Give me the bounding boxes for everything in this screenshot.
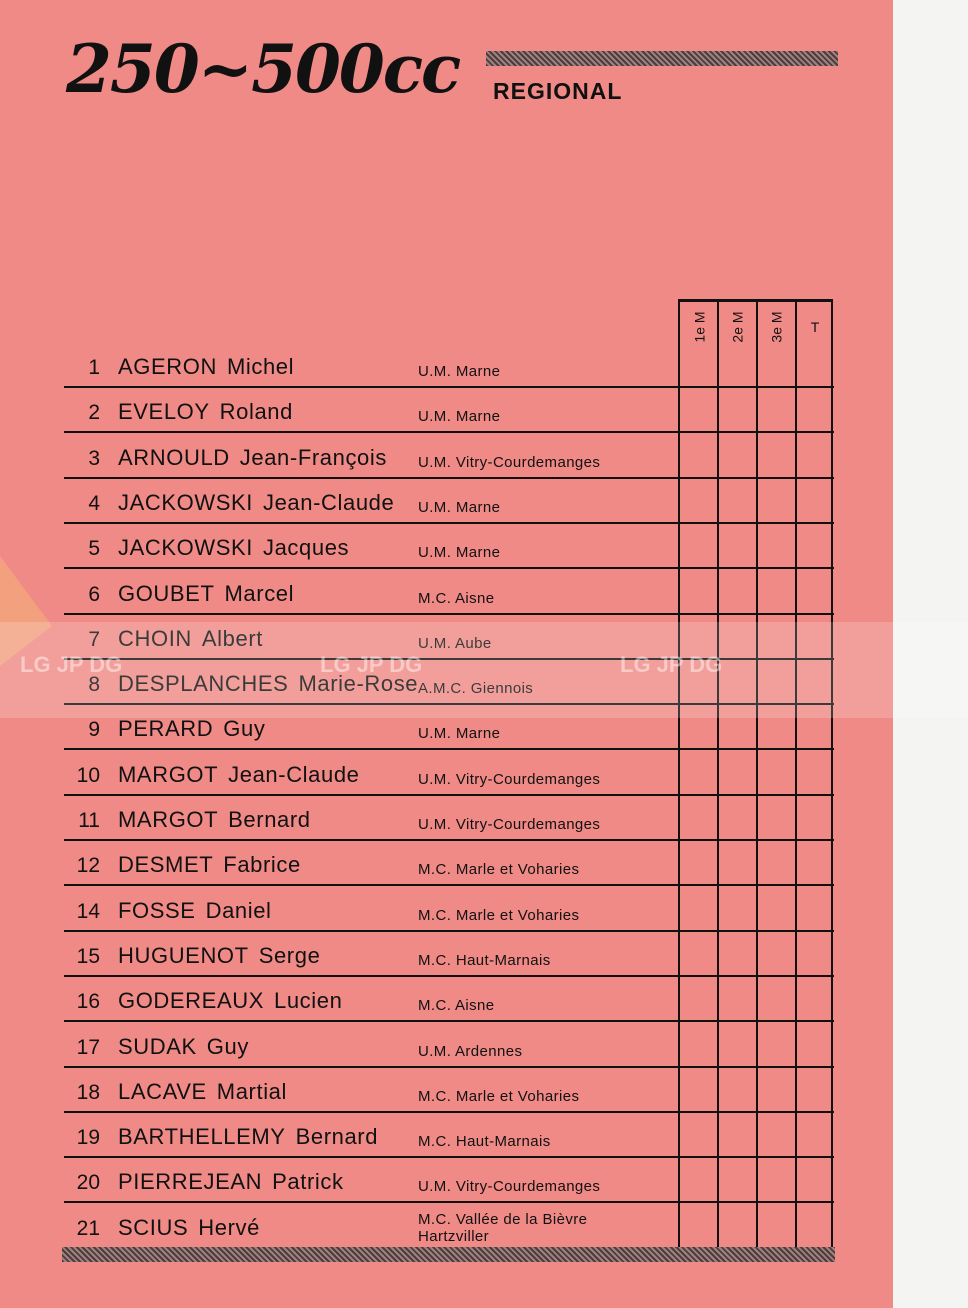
entry-number: 2 xyxy=(88,401,100,425)
rider-first-name: Hervé xyxy=(198,1214,260,1240)
entry-number: 18 xyxy=(76,1080,100,1104)
club-name: M.C. Aisne xyxy=(418,589,495,607)
rider-first-name: Serge xyxy=(258,942,321,968)
rider-first-name: Roland xyxy=(219,399,293,425)
rider-first-name: Fabrice xyxy=(223,852,301,878)
club-name: U.M. Vitry-Courdemanges xyxy=(418,816,601,833)
rider-name xyxy=(118,898,272,924)
rider-last-name: LACAVE xyxy=(118,1078,207,1104)
page-subtitle: REGIONAL xyxy=(493,78,623,104)
rider-name xyxy=(118,445,387,471)
rider-first-name: Guy xyxy=(206,1033,249,1059)
rider-last-name: AGERON xyxy=(118,354,217,379)
rider-last-name: DESMET xyxy=(118,852,214,878)
decorative-bar-bottom xyxy=(62,1247,835,1262)
club-name: U.M. Marne xyxy=(418,363,501,380)
club-name: M.C. Haut-Marnais xyxy=(418,951,551,969)
entry-number: 7 xyxy=(88,627,100,651)
rider-name xyxy=(118,852,301,878)
rider-last-name: CHOIN xyxy=(118,625,192,651)
club-name: U.M. Ardennes xyxy=(418,1042,523,1060)
rider-name xyxy=(118,1169,344,1195)
watermark-band: LG JP DG LG JP DG LG JP DG xyxy=(0,622,968,718)
club-name: M.C. Aisne xyxy=(418,997,495,1015)
rider-name xyxy=(118,1124,378,1150)
club-name: U.M. Vitry-Courdemanges xyxy=(418,770,601,788)
decorative-bar-top xyxy=(486,51,838,66)
entry-number: 4 xyxy=(88,491,100,515)
entry-number: 14 xyxy=(76,899,100,923)
entry-number: 12 xyxy=(76,854,100,878)
rider-name xyxy=(118,943,320,969)
rider-first-name: Marcel xyxy=(224,580,295,606)
entry-number: 11 xyxy=(78,809,100,832)
table-row xyxy=(64,479,834,524)
rider-first-name: Jacques xyxy=(262,535,350,561)
rider-first-name: Patrick xyxy=(272,1169,344,1195)
rider-first-name: Daniel xyxy=(205,897,272,923)
table-row xyxy=(64,796,834,841)
rider-name xyxy=(118,535,349,561)
rider-last-name: BARTHELLEMY xyxy=(118,1124,286,1150)
club-name: U.M. Aube xyxy=(418,634,492,652)
club-name: U.M. Marne xyxy=(418,544,501,562)
col-header-3: 3e M xyxy=(769,311,785,343)
table-row xyxy=(64,932,834,977)
rider-first-name: Bernard xyxy=(228,807,311,832)
rider-last-name: SUDAK xyxy=(118,1033,197,1059)
rider-last-name: FOSSE xyxy=(118,897,196,923)
entry-number: 19 xyxy=(76,1126,100,1150)
club-name: M.C. Vallée de la Bièvre Hartzviller xyxy=(418,1210,588,1245)
rider-last-name: MARGOT xyxy=(118,807,219,832)
rider-last-name: GOUBET xyxy=(118,580,215,606)
table-row xyxy=(64,1068,834,1113)
entry-number: 5 xyxy=(88,537,100,561)
rider-last-name: GODEREAUX xyxy=(118,988,264,1014)
club-name: U.M. Marne xyxy=(418,498,501,516)
entry-number: 6 xyxy=(88,582,100,606)
club-name: U.M. Vitry-Courdemanges xyxy=(418,453,601,471)
club-name: A.M.C. Giennois xyxy=(418,680,534,698)
rider-last-name: HUGUENOT xyxy=(118,942,249,968)
rider-first-name: Guy xyxy=(223,716,266,742)
rider-first-name: Marie-Rose xyxy=(298,671,419,697)
rider-last-name: EVELOY xyxy=(118,399,210,425)
table-row xyxy=(64,1113,834,1158)
entry-number: 9 xyxy=(88,718,100,742)
rider-name xyxy=(118,354,294,380)
entry-number: 20 xyxy=(76,1171,100,1195)
rider-first-name: Michel xyxy=(226,354,295,379)
entry-number: 1 xyxy=(88,356,100,379)
col-header-total: T xyxy=(810,319,820,335)
rider-first-name: Jean-Claude xyxy=(228,761,360,787)
club-name: U.M. Marne xyxy=(418,725,501,743)
table-row xyxy=(64,388,834,433)
entry-number: 3 xyxy=(88,446,100,470)
club-name: U.M. Marne xyxy=(418,408,501,426)
entry-number: 16 xyxy=(76,990,100,1014)
rider-name xyxy=(118,581,294,607)
page-title: 250~500cc xyxy=(66,30,460,108)
table-row xyxy=(64,977,834,1022)
rider-name xyxy=(118,490,394,516)
rider-last-name: SCIUS xyxy=(118,1214,189,1240)
club-name: M.C. Marle et Voharies xyxy=(418,906,580,924)
table-row xyxy=(64,887,834,932)
rider-name xyxy=(118,399,293,425)
rider-last-name: PIERREJEAN xyxy=(118,1169,263,1195)
table-row xyxy=(64,841,834,886)
rider-name xyxy=(118,807,311,833)
entry-number: 15 xyxy=(76,944,100,968)
entry-number: 10 xyxy=(76,763,100,787)
rider-last-name: MARGOT xyxy=(118,761,219,787)
rider-name xyxy=(118,716,265,742)
rider-last-name: PERARD xyxy=(118,716,214,742)
rider-first-name: Bernard xyxy=(295,1124,379,1150)
rider-last-name: ARNOULD xyxy=(118,444,230,470)
entry-number: 21 xyxy=(76,1216,100,1240)
rider-last-name: DESPLANCHES xyxy=(118,671,289,697)
col-header-2: 2e M xyxy=(730,311,746,343)
entry-number: 8 xyxy=(88,673,100,697)
table-row xyxy=(64,1158,834,1203)
table-row xyxy=(64,434,834,479)
table-row xyxy=(64,751,834,796)
club-name: M.C. Haut-Marnais xyxy=(418,1133,551,1151)
rider-first-name: Martial xyxy=(216,1078,288,1104)
club-name: M.C. Marle et Voharies xyxy=(418,861,580,879)
rider-name xyxy=(118,1034,249,1060)
table-row xyxy=(64,1204,834,1249)
table-row xyxy=(64,524,834,569)
col-header-1: 1e M xyxy=(692,311,708,343)
rider-last-name: JACKOWSKI xyxy=(118,535,253,561)
table-row xyxy=(64,570,834,615)
table-row xyxy=(64,343,834,388)
rider-name xyxy=(118,762,360,788)
table-row xyxy=(64,1023,834,1068)
rider-first-name: Albert xyxy=(201,625,263,651)
club-name: U.M. Vitry-Courdemanges xyxy=(418,1178,601,1196)
entry-number: 17 xyxy=(76,1035,100,1059)
rider-last-name: JACKOWSKI xyxy=(118,489,253,515)
rider-name xyxy=(118,1215,260,1241)
club-name: M.C. Marle et Voharies xyxy=(418,1087,580,1105)
rider-name xyxy=(118,988,342,1014)
rider-first-name: Lucien xyxy=(273,988,343,1014)
rider-first-name: Jean-Claude xyxy=(262,489,395,515)
rider-name xyxy=(118,1079,287,1105)
rider-first-name: Jean-François xyxy=(239,444,387,470)
